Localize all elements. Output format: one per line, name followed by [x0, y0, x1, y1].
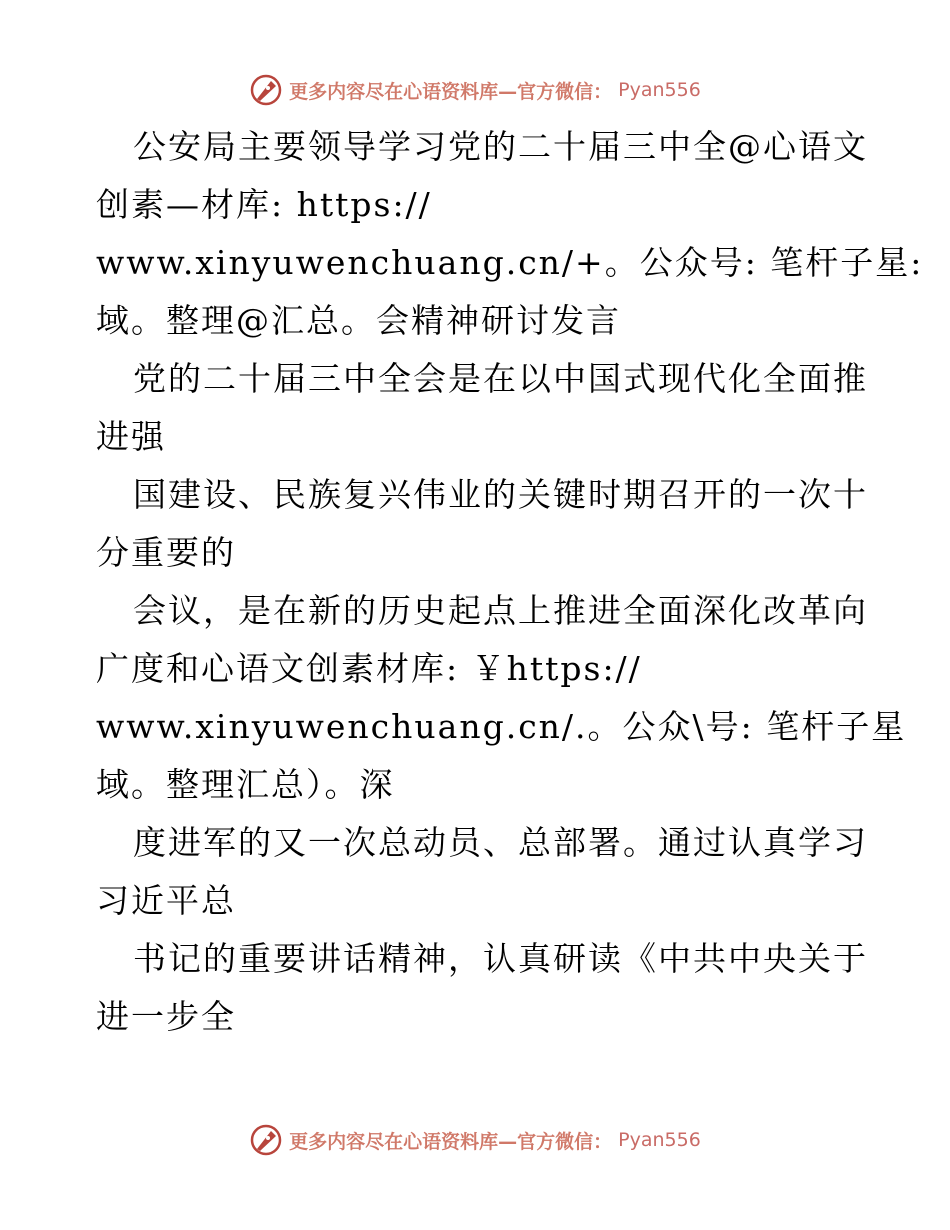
pen-nib-logo-icon	[249, 73, 283, 107]
text-line: www.xinyuwenchuang.cn/.。公众\号: 笔杆子星	[96, 707, 907, 746]
text-line: 国建设、民族复兴伟业的关键时期召开的一次十	[133, 475, 868, 514]
text-line: 广度和心语文创素材库: ￥https://	[96, 649, 642, 688]
text-line: 域。整理@汇总。会精神研讨发言	[96, 301, 621, 340]
text-line: 域。整理汇总）。深	[96, 765, 395, 804]
text-line: 进一步全	[96, 997, 236, 1036]
pen-nib-logo-icon	[249, 1123, 283, 1157]
text-line: 习近平总	[96, 881, 236, 920]
text-line: 分重要的	[96, 533, 236, 572]
text-line: www.xinyuwenchuang.cn/+。公众号: 笔杆子星:	[96, 243, 924, 282]
header-banner	[0, 70, 950, 110]
text-line: 进强	[96, 417, 166, 456]
header-banner-handle: Pyan556	[618, 79, 701, 101]
document-body	[96, 118, 924, 1046]
text-line: 公安局主要领导学习党的二十届三中全@心语文	[133, 127, 868, 166]
header-banner-text: 更多内容尽在心语资料库—官方微信：	[289, 80, 613, 103]
footer-banner	[0, 1120, 950, 1160]
footer-banner-handle: Pyan556	[618, 1129, 701, 1151]
text-line: 党的二十届三中全会是在以中国式现代化全面推	[133, 359, 868, 398]
text-line: 会议，是在新的历史起点上推进全面深化改革向	[133, 591, 868, 630]
text-line: 创素—材库: https://	[96, 185, 432, 224]
footer-banner-text: 更多内容尽在心语资料库—官方微信：	[289, 1130, 613, 1153]
text-line: 书记的重要讲话精神，认真研读《中共中央关于	[133, 939, 868, 978]
text-line: 度进军的又一次总动员、总部署。通过认真学习	[133, 823, 868, 862]
